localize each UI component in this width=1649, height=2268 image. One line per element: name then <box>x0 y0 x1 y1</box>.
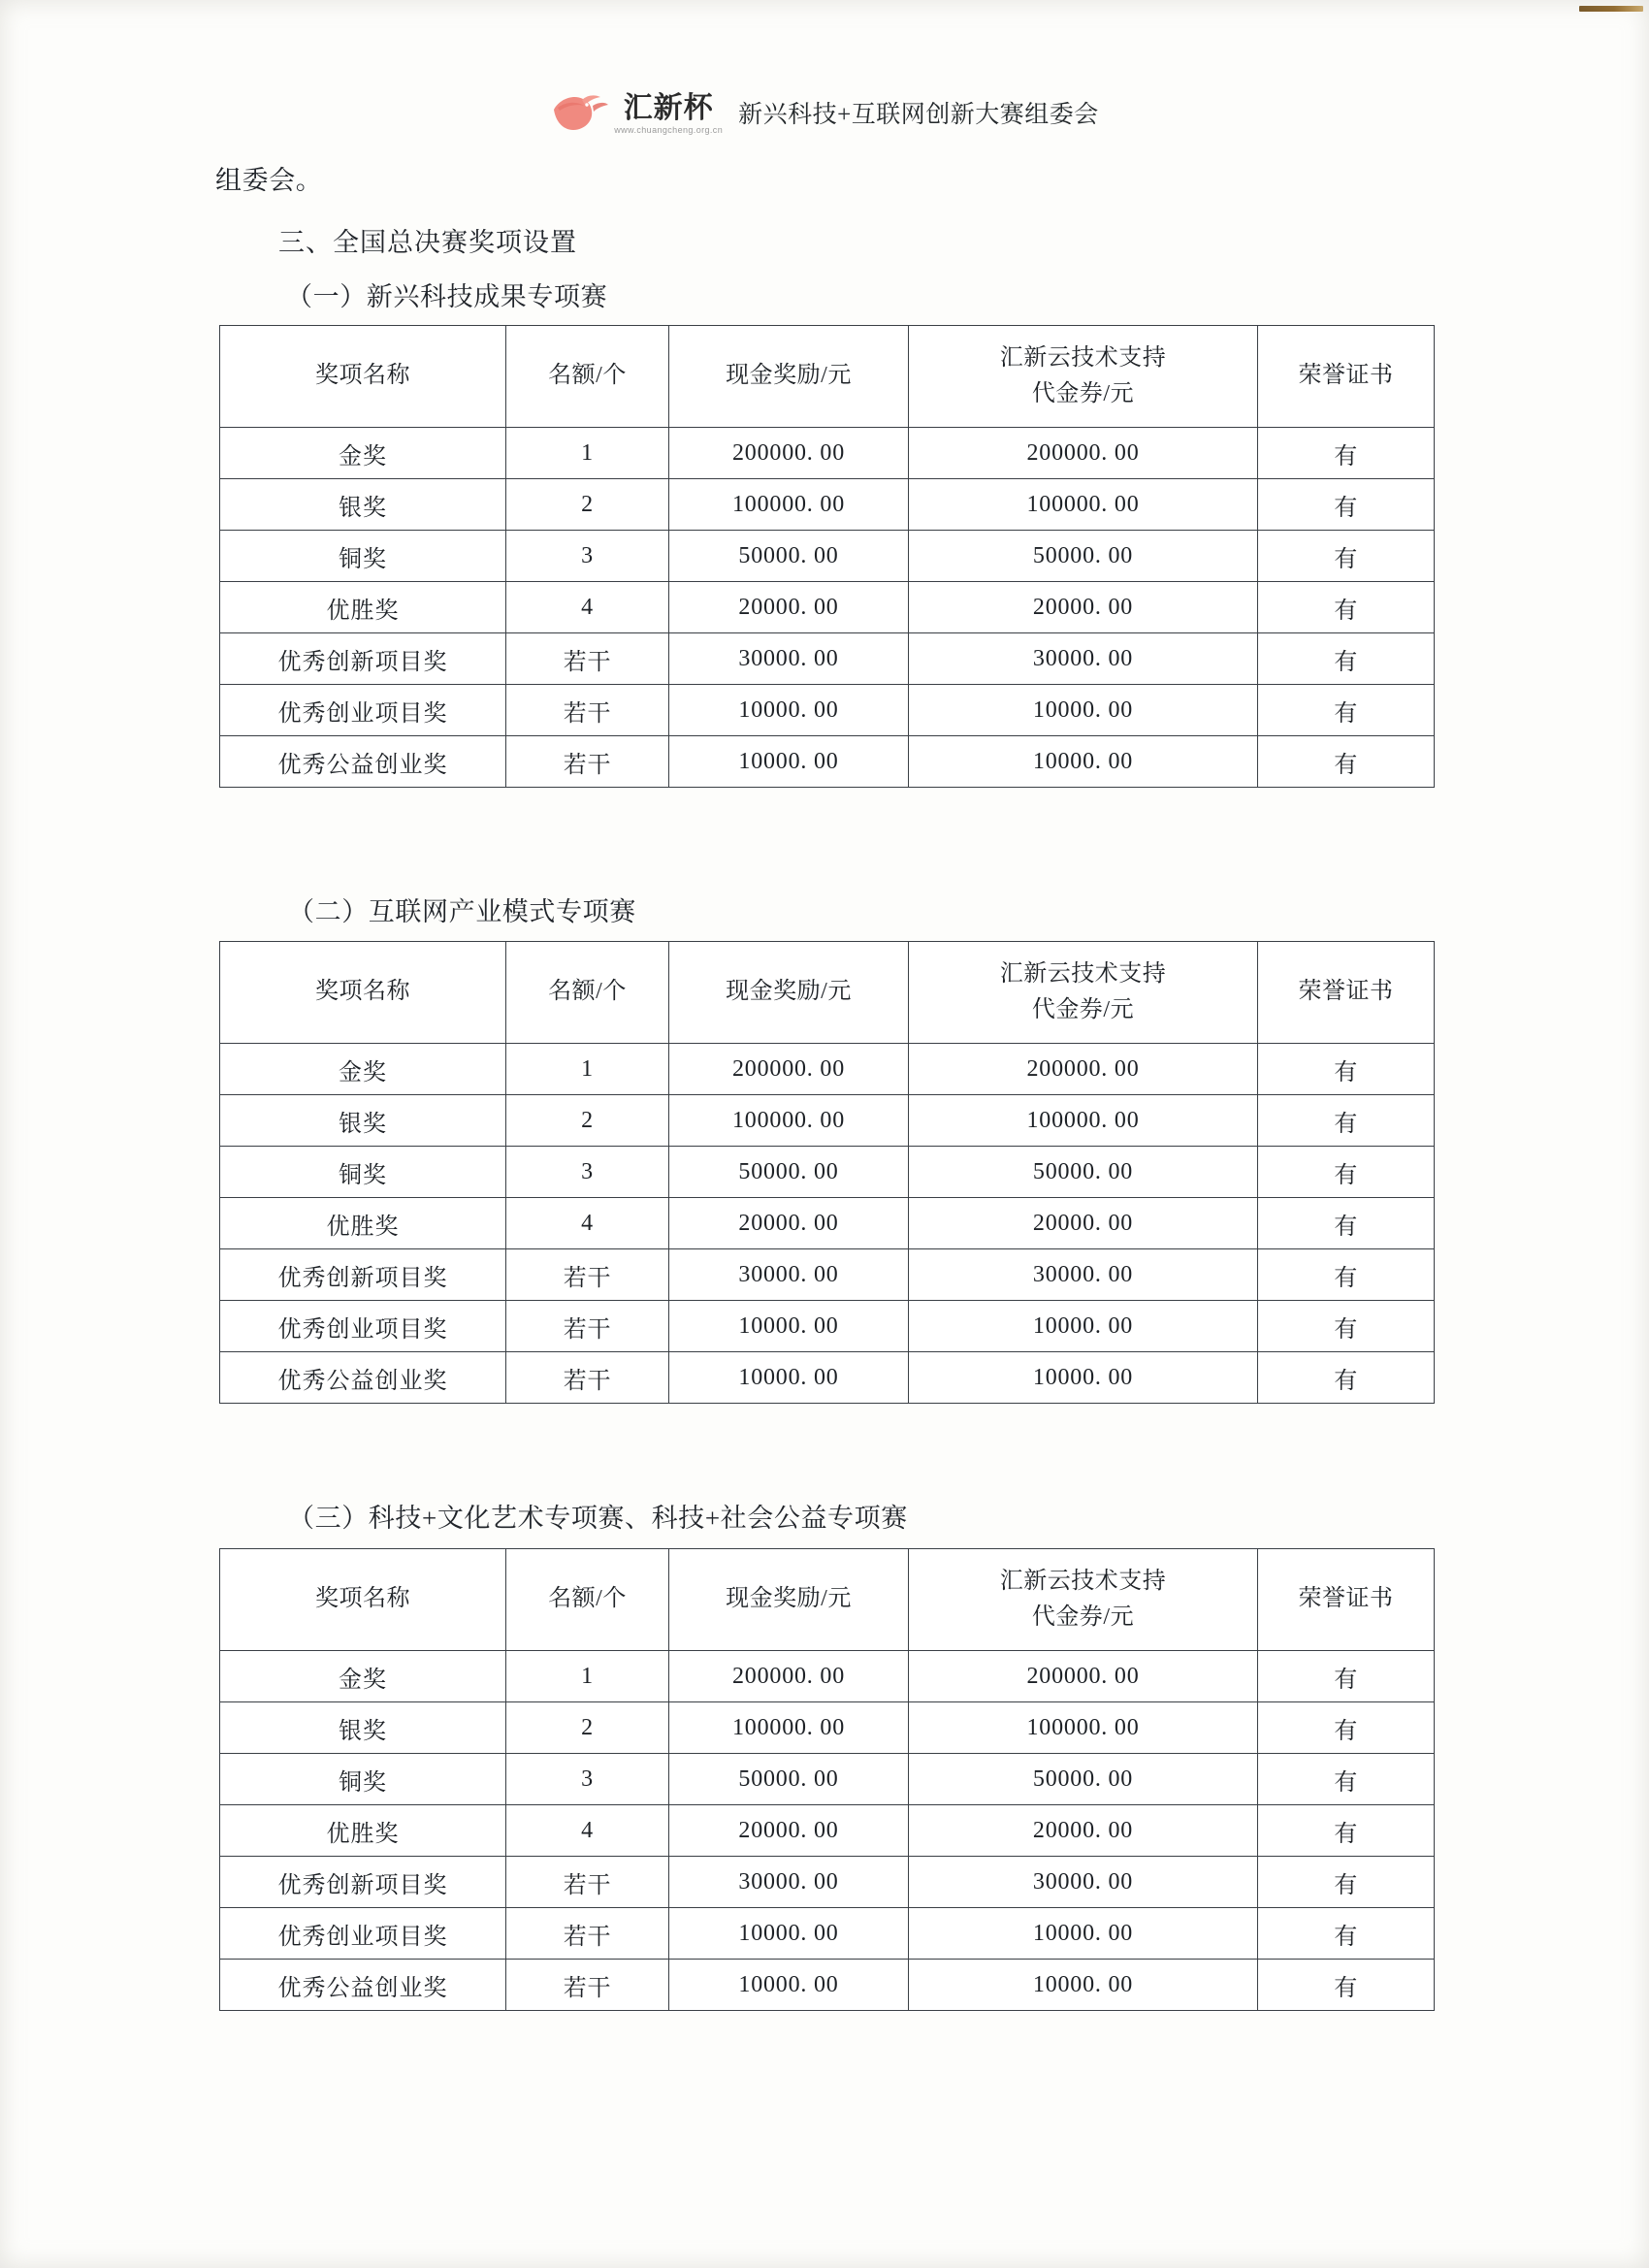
cell-cash: 100000. 00 <box>669 1095 909 1147</box>
table-row <box>220 1147 1435 1198</box>
voucher-header-line-1: 汇新云技术支持 <box>999 344 1167 371</box>
cell-quota: 若干 <box>506 736 669 788</box>
table-row <box>220 1857 1435 1908</box>
cell-cash: 10000. 00 <box>669 1352 909 1404</box>
cell-cash: 10000. 00 <box>669 685 909 736</box>
logo-wordmark: 汇新杯 <box>623 92 714 124</box>
cell-voucher: 100000. 00 <box>909 479 1258 531</box>
cell-certificate: 有 <box>1258 1249 1435 1301</box>
cell-certificate: 有 <box>1258 1805 1435 1857</box>
table-row <box>220 1198 1435 1249</box>
cell-award-name: 优秀创业项目奖 <box>220 685 506 736</box>
cell-certificate: 有 <box>1258 531 1435 582</box>
cell-cash: 200000. 00 <box>669 1044 909 1095</box>
table-row <box>220 531 1435 582</box>
cell-certificate: 有 <box>1258 582 1435 633</box>
cell-award-name: 优秀公益创业奖 <box>220 736 506 788</box>
cell-quota: 若干 <box>506 633 669 685</box>
cell-certificate: 有 <box>1258 1147 1435 1198</box>
document-header <box>0 83 1649 142</box>
column-header-quota: 名额/个 <box>506 326 669 428</box>
cell-quota: 4 <box>506 582 669 633</box>
subsection-title-3: （三）科技+文化艺术专项赛、科技+社会公益专项赛 <box>288 1504 908 1533</box>
table-row <box>220 1702 1435 1754</box>
cell-award-name: 优秀创新项目奖 <box>220 1857 506 1908</box>
cell-voucher: 10000. 00 <box>909 1908 1258 1960</box>
table-row <box>220 633 1435 685</box>
cell-award-name: 优秀公益创业奖 <box>220 1960 506 2011</box>
cell-certificate: 有 <box>1258 1651 1435 1702</box>
column-header-award-name: 奖项名称 <box>220 1549 506 1651</box>
cell-quota: 若干 <box>506 1249 669 1301</box>
column-header-award-name: 奖项名称 <box>220 326 506 428</box>
cell-quota: 若干 <box>506 1301 669 1352</box>
cell-cash: 50000. 00 <box>669 1147 909 1198</box>
cell-cash: 50000. 00 <box>669 531 909 582</box>
cell-award-name: 银奖 <box>220 1095 506 1147</box>
cell-award-name: 金奖 <box>220 1044 506 1095</box>
cell-voucher: 10000. 00 <box>909 685 1258 736</box>
cell-voucher: 20000. 00 <box>909 1805 1258 1857</box>
column-header-voucher <box>909 1549 1258 1651</box>
cell-cash: 10000. 00 <box>669 1908 909 1960</box>
column-header-certificate: 荣誉证书 <box>1258 942 1435 1044</box>
table-header-row <box>220 326 1435 428</box>
table-row <box>220 479 1435 531</box>
cell-voucher: 10000. 00 <box>909 1960 1258 2011</box>
scan-artifact-mark <box>1579 6 1643 12</box>
column-header-voucher <box>909 942 1258 1044</box>
cell-certificate: 有 <box>1258 685 1435 736</box>
table-row <box>220 1908 1435 1960</box>
cell-award-name: 银奖 <box>220 479 506 531</box>
cell-cash: 20000. 00 <box>669 1198 909 1249</box>
cell-award-name: 优秀创业项目奖 <box>220 1301 506 1352</box>
cell-voucher: 30000. 00 <box>909 1249 1258 1301</box>
cell-quota: 3 <box>506 1147 669 1198</box>
column-header-certificate: 荣誉证书 <box>1258 326 1435 428</box>
subsection-title-2: （二）互联网产业模式专项赛 <box>288 897 636 926</box>
cell-cash: 200000. 00 <box>669 428 909 479</box>
cell-award-name: 铜奖 <box>220 531 506 582</box>
cell-quota: 若干 <box>506 1960 669 2011</box>
cell-certificate: 有 <box>1258 1960 1435 2011</box>
cell-cash: 20000. 00 <box>669 582 909 633</box>
cell-certificate: 有 <box>1258 1198 1435 1249</box>
column-header-quota: 名额/个 <box>506 1549 669 1651</box>
award-table-3 <box>219 1548 1435 2011</box>
cell-voucher: 20000. 00 <box>909 582 1258 633</box>
table-row <box>220 428 1435 479</box>
award-table-1 <box>219 325 1435 788</box>
cell-voucher: 200000. 00 <box>909 1651 1258 1702</box>
cell-certificate: 有 <box>1258 1754 1435 1805</box>
cell-voucher: 10000. 00 <box>909 1301 1258 1352</box>
cell-certificate: 有 <box>1258 1301 1435 1352</box>
cell-quota: 1 <box>506 428 669 479</box>
cell-cash: 30000. 00 <box>669 1857 909 1908</box>
cell-certificate: 有 <box>1258 1044 1435 1095</box>
cell-cash: 100000. 00 <box>669 1702 909 1754</box>
award-table-2 <box>219 941 1435 1404</box>
cell-award-name: 优秀公益创业奖 <box>220 1352 506 1404</box>
cell-award-name: 铜奖 <box>220 1147 506 1198</box>
huixinbei-logo <box>550 90 723 135</box>
column-header-voucher <box>909 326 1258 428</box>
cell-cash: 30000. 00 <box>669 1249 909 1301</box>
table-row <box>220 1754 1435 1805</box>
subsection-title-1: （一）新兴科技成果专项赛 <box>286 282 608 311</box>
cell-cash: 50000. 00 <box>669 1754 909 1805</box>
table-row <box>220 1095 1435 1147</box>
cell-cash: 10000. 00 <box>669 736 909 788</box>
cell-award-name: 铜奖 <box>220 1754 506 1805</box>
cell-voucher: 50000. 00 <box>909 531 1258 582</box>
cell-voucher: 100000. 00 <box>909 1702 1258 1754</box>
cell-certificate: 有 <box>1258 479 1435 531</box>
voucher-header-line-2: 代金券/元 <box>1031 997 1135 1022</box>
cell-certificate: 有 <box>1258 633 1435 685</box>
cell-voucher: 30000. 00 <box>909 1857 1258 1908</box>
cell-quota: 2 <box>506 1095 669 1147</box>
cell-award-name: 优秀创新项目奖 <box>220 1249 506 1301</box>
table-row <box>220 1044 1435 1095</box>
voucher-header-line-2: 代金券/元 <box>1031 381 1135 406</box>
cell-voucher: 20000. 00 <box>909 1198 1258 1249</box>
column-header-cash-prize: 现金奖励/元 <box>669 942 909 1044</box>
cell-cash: 20000. 00 <box>669 1805 909 1857</box>
table-row <box>220 685 1435 736</box>
cell-cash: 10000. 00 <box>669 1301 909 1352</box>
column-header-certificate: 荣誉证书 <box>1258 1549 1435 1651</box>
table-header-row <box>220 1549 1435 1651</box>
table-row <box>220 1805 1435 1857</box>
table-row <box>220 736 1435 788</box>
cell-voucher: 50000. 00 <box>909 1147 1258 1198</box>
cell-certificate: 有 <box>1258 1908 1435 1960</box>
header-organization: 新兴科技+互联网创新大赛组委会 <box>738 102 1099 128</box>
column-header-quota: 名额/个 <box>506 942 669 1044</box>
cell-award-name: 优秀创业项目奖 <box>220 1908 506 1960</box>
voucher-header-line-2: 代金券/元 <box>1031 1604 1135 1630</box>
cell-award-name: 优胜奖 <box>220 1805 506 1857</box>
table-header-row <box>220 942 1435 1044</box>
cell-quota: 4 <box>506 1198 669 1249</box>
table-row <box>220 1651 1435 1702</box>
cell-cash: 10000. 00 <box>669 1960 909 2011</box>
cell-quota: 3 <box>506 1754 669 1805</box>
cell-voucher: 50000. 00 <box>909 1754 1258 1805</box>
cell-quota: 1 <box>506 1651 669 1702</box>
column-header-cash-prize: 现金奖励/元 <box>669 326 909 428</box>
cell-award-name: 金奖 <box>220 1651 506 1702</box>
cell-voucher: 30000. 00 <box>909 633 1258 685</box>
cell-quota: 若干 <box>506 1352 669 1404</box>
table-row <box>220 582 1435 633</box>
cell-certificate: 有 <box>1258 428 1435 479</box>
table-row <box>220 1301 1435 1352</box>
cell-certificate: 有 <box>1258 736 1435 788</box>
cell-certificate: 有 <box>1258 1352 1435 1404</box>
cell-certificate: 有 <box>1258 1702 1435 1754</box>
cell-quota: 若干 <box>506 1857 669 1908</box>
logo-text-block <box>614 94 723 135</box>
cell-quota: 2 <box>506 1702 669 1754</box>
cell-cash: 30000. 00 <box>669 633 909 685</box>
continued-paragraph: 组委会。 <box>215 166 323 195</box>
cell-certificate: 有 <box>1258 1095 1435 1147</box>
cell-award-name: 金奖 <box>220 428 506 479</box>
cell-voucher: 10000. 00 <box>909 736 1258 788</box>
voucher-header-line-1: 汇新云技术支持 <box>999 960 1167 987</box>
cell-quota: 2 <box>506 479 669 531</box>
cell-cash: 200000. 00 <box>669 1651 909 1702</box>
cell-award-name: 优胜奖 <box>220 1198 506 1249</box>
table-row <box>220 1249 1435 1301</box>
cell-award-name: 优胜奖 <box>220 582 506 633</box>
cell-quota: 若干 <box>506 1908 669 1960</box>
column-header-award-name: 奖项名称 <box>220 942 506 1044</box>
cell-quota: 1 <box>506 1044 669 1095</box>
cell-award-name: 优秀创新项目奖 <box>220 633 506 685</box>
cell-voucher: 10000. 00 <box>909 1352 1258 1404</box>
cell-voucher: 200000. 00 <box>909 428 1258 479</box>
cell-certificate: 有 <box>1258 1857 1435 1908</box>
table-row <box>220 1960 1435 2011</box>
cell-award-name: 银奖 <box>220 1702 506 1754</box>
section-heading-three: 三、全国总决赛奖项设置 <box>278 228 577 257</box>
voucher-header-line-1: 汇新云技术支持 <box>999 1568 1167 1594</box>
cell-quota: 3 <box>506 531 669 582</box>
cell-quota: 若干 <box>506 685 669 736</box>
cell-cash: 100000. 00 <box>669 479 909 531</box>
logo-url: www.chuangcheng.org.cn <box>614 125 724 135</box>
cell-voucher: 100000. 00 <box>909 1095 1258 1147</box>
column-header-cash-prize: 现金奖励/元 <box>669 1549 909 1651</box>
cell-quota: 4 <box>506 1805 669 1857</box>
cell-voucher: 200000. 00 <box>909 1044 1258 1095</box>
table-row <box>220 1352 1435 1404</box>
bird-icon <box>550 90 610 135</box>
